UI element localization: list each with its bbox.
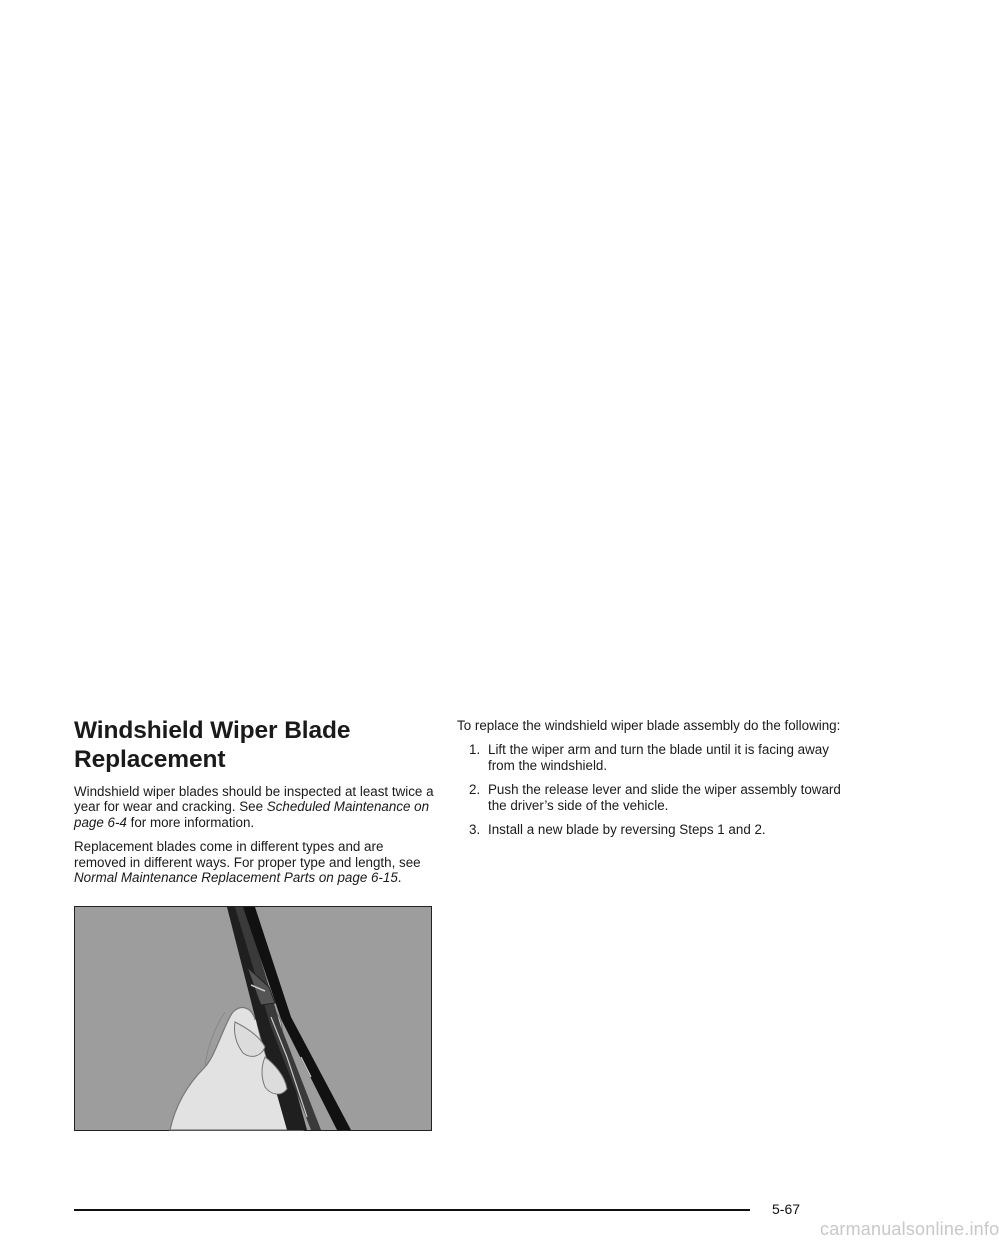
page-number: 5-67 [772, 1201, 801, 1217]
step-item: 3. Install a new blade by reversing Steps 1 and 2. [469, 822, 766, 838]
step-item: 1. Lift the wiper arm and turn the blade until it is facing away from the windshield. [469, 742, 829, 773]
step-item: 2. Push the release lever and slide the wiper assembly toward the driver’s side of the vehicle. [469, 782, 841, 813]
wiper-blade-illustration [74, 906, 432, 1131]
right-column [457, 718, 857, 846]
left-column [74, 716, 434, 894]
procedure-intro: To replace the windshield wiper blade assembly do the following: [457, 718, 841, 733]
procedure-steps [457, 742, 857, 837]
inspection-paragraph: Windshield wiper blades should be inspected at least twice a year for wear and cracking. See Scheduled Maintenance on page 6-4 for more information. [74, 784, 434, 830]
scheduled-maintenance-link[interactable]: Scheduled Maintenance on page 6-4 [74, 799, 430, 830]
footer-rule [74, 1209, 750, 1211]
replacement-paragraph: Replacement blades come in different types and are removed in different ways. For proper type and length, see Normal Maintenance Replacement Parts on page 6-15. [74, 839, 421, 886]
wiper-blade-image [75, 907, 431, 1130]
section-heading: Windshield Wiper Blade Replacement [74, 717, 351, 773]
watermark: carmanualsonline.info [820, 1219, 999, 1239]
replacement-parts-link[interactable]: Normal Maintenance Replacement Parts on page 6-15 [74, 870, 398, 886]
